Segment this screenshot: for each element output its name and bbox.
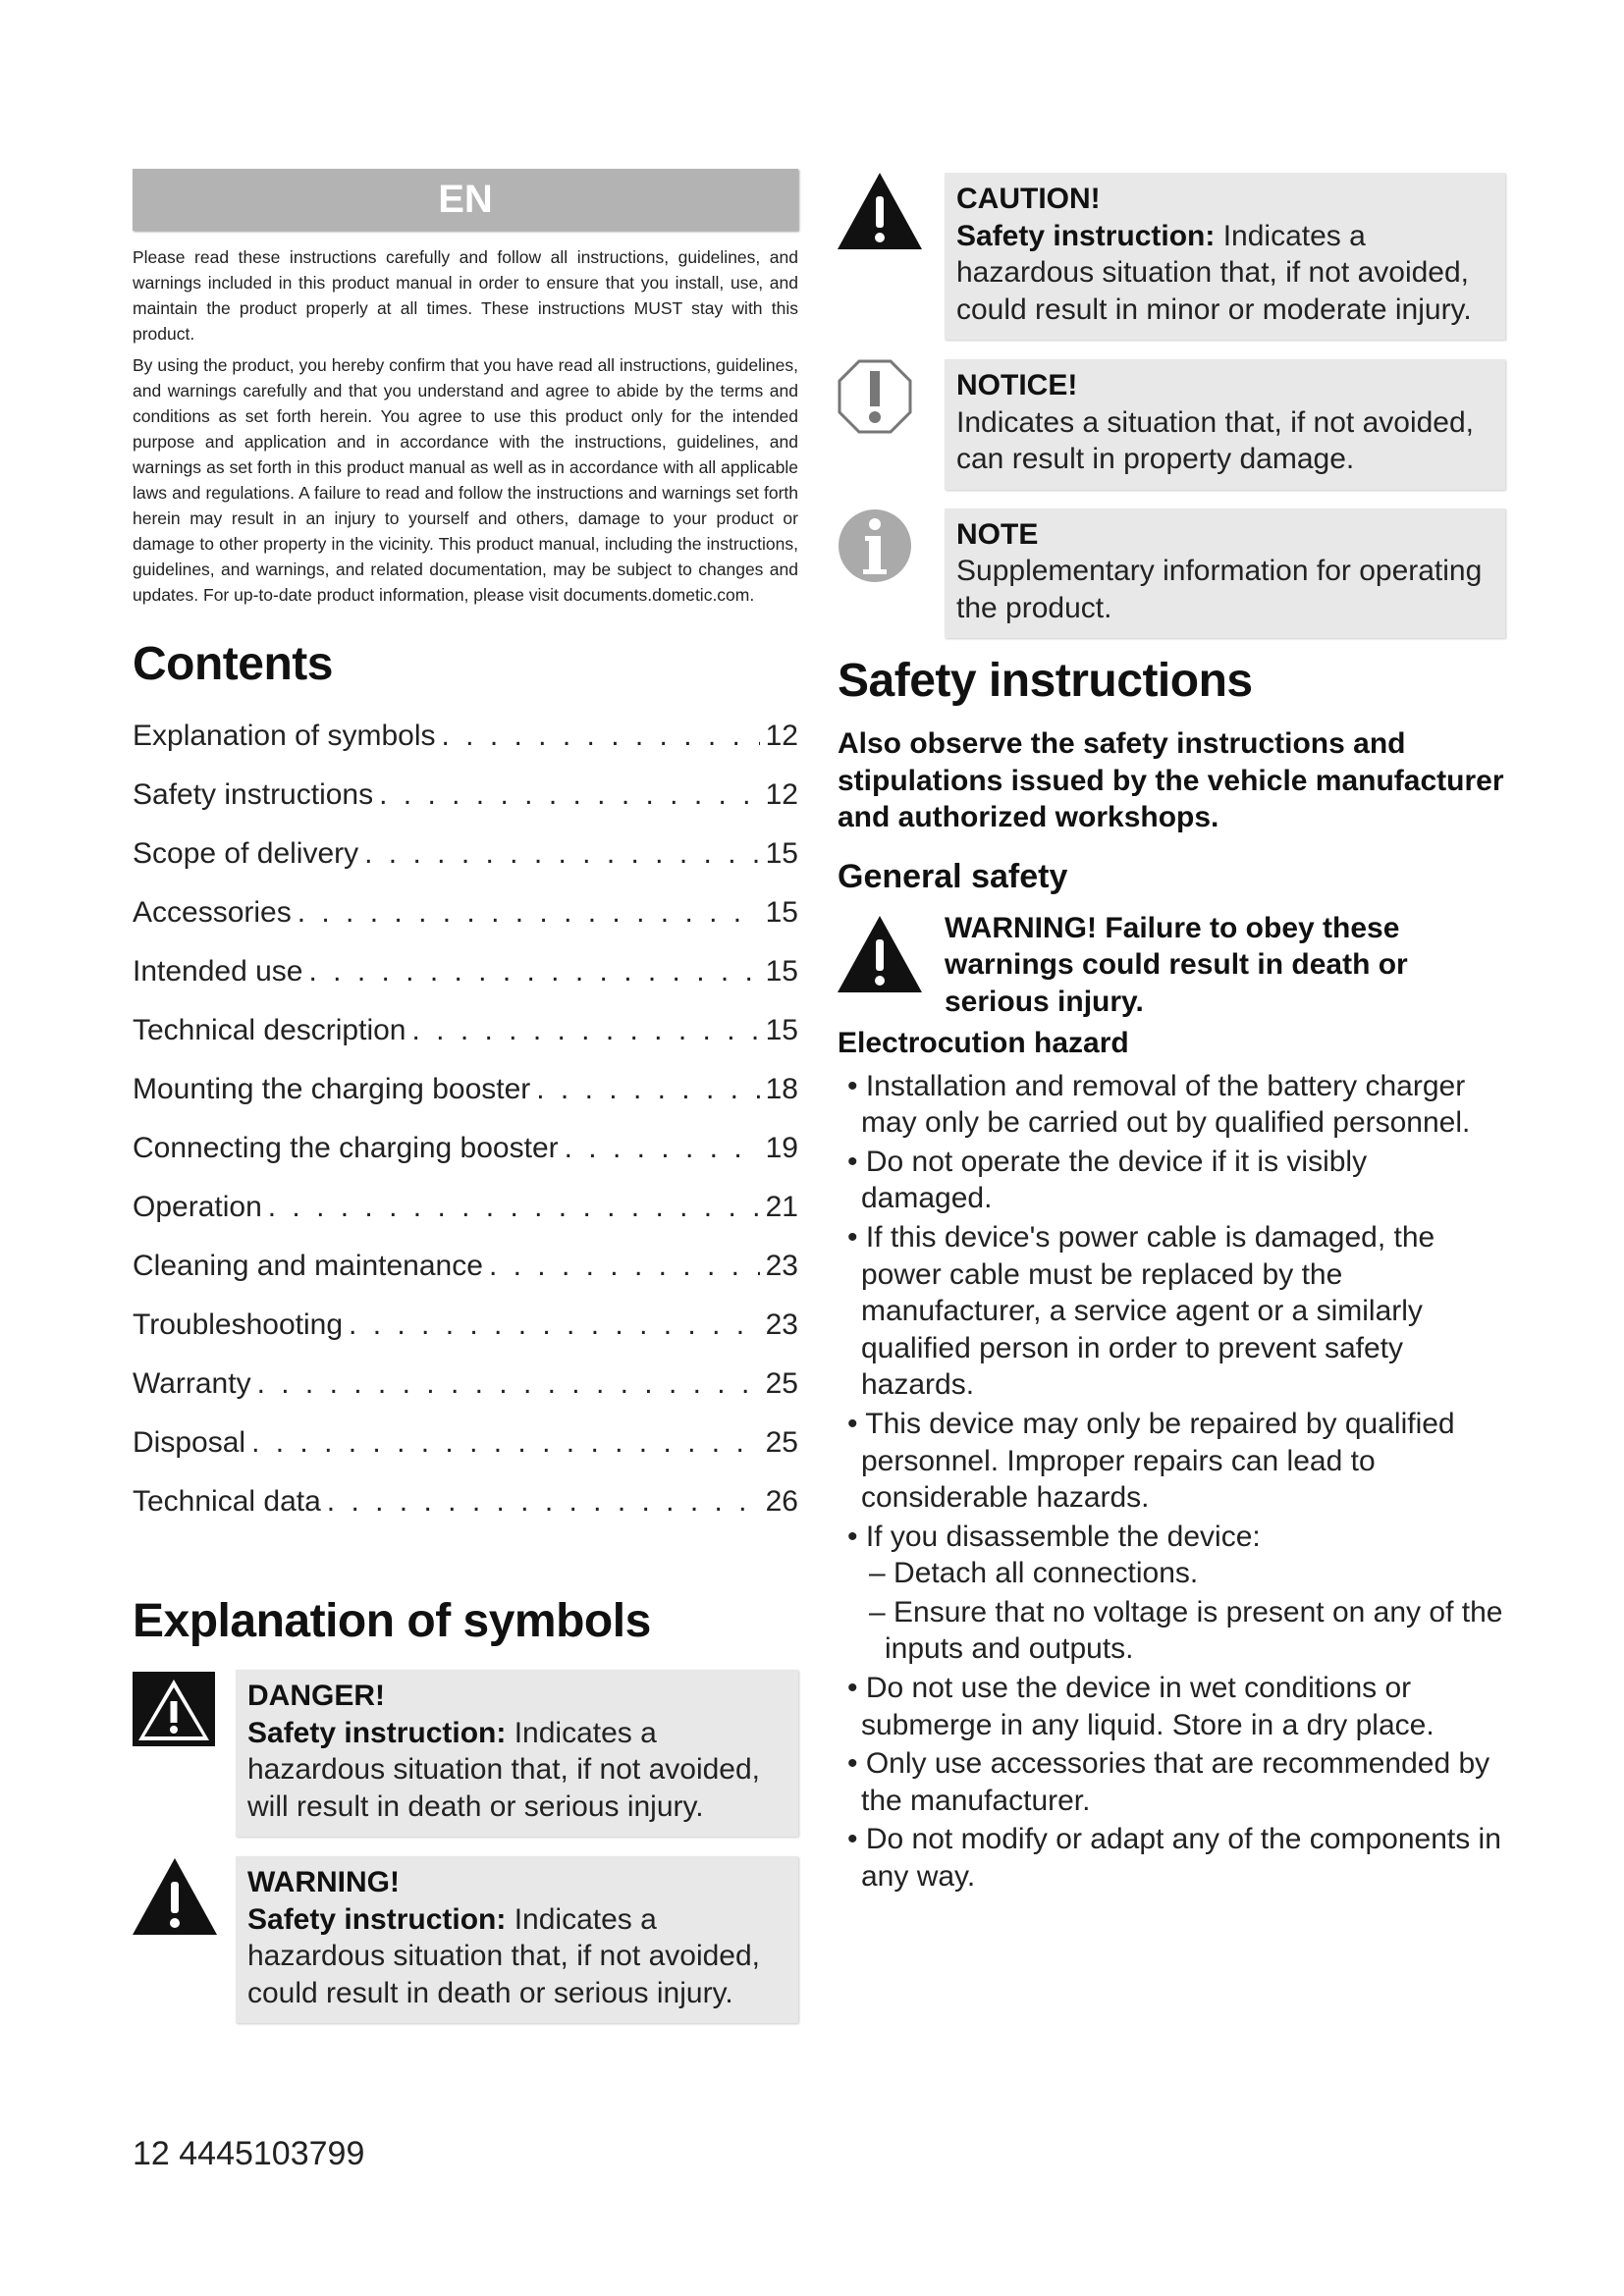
- toc-entry[interactable]: [133, 707, 798, 766]
- toc-label: Warranty: [133, 1367, 251, 1400]
- toc-leader: [349, 1296, 760, 1355]
- caution-heading: CAUTION!: [956, 183, 1101, 215]
- toc-entry[interactable]: [133, 825, 798, 883]
- toc-label: Scope of delivery: [133, 837, 359, 870]
- toc-page: 23: [765, 1308, 798, 1341]
- toc-page: 12: [765, 720, 798, 752]
- notice-text: Indicates a situation that, if not avoided, can result in property damage.: [956, 405, 1475, 475]
- list-item: • Do not operate the device if it is visibly damaged.: [838, 1144, 1505, 1217]
- toc-entry[interactable]: [133, 1060, 798, 1119]
- toc-label: Operation: [133, 1191, 262, 1223]
- safety-lead: Also observe the safety instructions and stipulations issued by the vehicle manufacturer and authorized workshops.: [838, 727, 1504, 834]
- left-column: [133, 169, 798, 2023]
- electrocution-title: Electrocution hazard: [838, 1026, 1129, 1059]
- danger-icon: [133, 1670, 236, 1837]
- toc-entry[interactable]: [133, 1355, 798, 1414]
- page-footer: 12 4445103799: [133, 2135, 365, 2172]
- warning-icon: [133, 1856, 236, 2023]
- toc-page: 25: [765, 1367, 798, 1400]
- general-warning-text: WARNING! Failure to obey these warnings could result in death or serious injury.: [945, 911, 1408, 1018]
- caution-block: [838, 173, 1505, 340]
- toc-leader: [298, 883, 760, 942]
- symbols-title: Explanation of symbols: [133, 1595, 651, 1647]
- caution-lead: Safety instruction:: [956, 219, 1216, 252]
- toc-page: 25: [765, 1426, 798, 1459]
- toc-entry[interactable]: [133, 1001, 798, 1060]
- toc-page: 15: [765, 837, 798, 870]
- toc-label: Accessories: [133, 896, 292, 929]
- toc-page: 18: [765, 1073, 798, 1105]
- note-text: Supplementary information for operating the product.: [956, 555, 1483, 624]
- warning-block: [133, 1856, 798, 2023]
- warning-icon: [838, 910, 945, 1021]
- intro-paragraph: Please read these instructions carefully and follow all instructions, guidelines, and warnings included in this product manual in order to ensure that you install, use, and maintain the product properly at all times. These instructions MUST stay with this product.: [133, 247, 798, 344]
- toc-leader: [327, 1472, 760, 1531]
- toc-entry[interactable]: [133, 1472, 798, 1531]
- general-warning: [838, 910, 1505, 1021]
- toc-leader: [257, 1355, 760, 1414]
- list-item: • Do not use the device in wet conditions or submerge in any liquid. Store in a dry place.: [838, 1670, 1505, 1743]
- toc-leader: [308, 942, 759, 1001]
- warning-heading: WARNING!: [247, 1866, 400, 1898]
- general-safety-title: General safety: [838, 857, 1068, 895]
- toc-label: Technical description: [133, 1014, 406, 1046]
- contents-title: Contents: [133, 638, 333, 690]
- toc-page: 15: [765, 955, 798, 988]
- toc-entry[interactable]: [133, 942, 798, 1001]
- toc-page: 26: [765, 1485, 798, 1518]
- warning-lead: Safety instruction:: [247, 1902, 507, 1936]
- toc-label: Troubleshooting: [133, 1308, 344, 1341]
- list-item: • If you disassemble the device:: [838, 1519, 1505, 1556]
- toc-label: Connecting the charging booster: [133, 1132, 559, 1164]
- table-of-contents: [133, 707, 798, 1531]
- warning-text: Indicates a hazardous situation that, if not avoided, could result in death or serious injury.: [247, 1902, 761, 2009]
- caution-icon: [838, 173, 945, 340]
- note-heading: NOTE: [956, 517, 1039, 551]
- safety-title: Safety instructions: [838, 655, 1253, 707]
- toc-page: 15: [765, 896, 798, 929]
- toc-page: 19: [765, 1132, 798, 1164]
- toc-leader: [379, 766, 760, 825]
- notice-heading: NOTICE!: [956, 369, 1078, 401]
- toc-page: 23: [765, 1250, 798, 1282]
- toc-label: Intended use: [133, 955, 303, 988]
- intro-paragraph: By using the product, you hereby confirm that you have read all instructions, guidelines, and warnings carefully and that you understand and agree to abide by the terms and conditions as set forth herein. You agree to use this product only for the intended purpose and application and in accordance with the instructions, guidelines, and warnings as set forth in this product manual as well as in accordance with all applicable laws and regulations. A failure to read and follow the instructions and warnings set forth herein may result in an injury to yourself and others, damage to your product or damage to other property in the vicinity. This product manual, including the instructions, guidelines, and warnings, and related documentation, may be subject to changes and updates. For up-to-date product information, please visit documents.dometic.com.: [133, 355, 798, 605]
- toc-page: 15: [765, 1014, 798, 1046]
- info-icon: [838, 508, 945, 639]
- toc-leader: [268, 1178, 760, 1237]
- list-item: • If this device's power cable is damaged, the power cable must be replaced by the manufacturer, a service agent or a similarly qualified person in order to prevent safety hazards.: [838, 1219, 1505, 1404]
- list-item: • This device may only be repaired by qualified personnel. Improper repairs can lead to considerable hazards.: [838, 1406, 1505, 1517]
- toc-entry[interactable]: [133, 1119, 798, 1178]
- danger-block: [133, 1670, 798, 1837]
- language-tab: EN: [133, 169, 798, 231]
- toc-entry[interactable]: [133, 1414, 798, 1472]
- toc-leader: [411, 1001, 759, 1060]
- toc-entry[interactable]: [133, 766, 798, 825]
- danger-text: Indicates a hazardous situation that, if not avoided, will result in death or serious injury.: [247, 1716, 761, 1823]
- danger-lead: Safety instruction:: [247, 1716, 507, 1749]
- toc-label: Mounting the charging booster: [133, 1073, 531, 1105]
- toc-label: Disposal: [133, 1426, 246, 1459]
- intro-text: [133, 244, 798, 608]
- notice-block: [838, 359, 1505, 490]
- toc-leader: [565, 1119, 760, 1178]
- sub-list-item: – Ensure that no voltage is present on any of the inputs and outputs.: [838, 1594, 1505, 1668]
- toc-label: Explanation of symbols: [133, 720, 436, 752]
- toc-entry[interactable]: [133, 1237, 798, 1296]
- caution-text: Indicates a hazardous situation that, if not avoided, could result in minor or moderate injury.: [956, 219, 1472, 326]
- toc-page: 12: [765, 778, 798, 811]
- toc-entry[interactable]: [133, 1178, 798, 1237]
- toc-entry[interactable]: [133, 883, 798, 942]
- safety-list: [838, 1068, 1505, 1896]
- note-block: [838, 508, 1505, 639]
- toc-label: Technical data: [133, 1485, 321, 1518]
- toc-leader: [442, 707, 760, 766]
- toc-label: Cleaning and maintenance: [133, 1250, 483, 1282]
- toc-page: 21: [765, 1191, 798, 1223]
- toc-leader: [489, 1237, 760, 1296]
- toc-entry[interactable]: [133, 1296, 798, 1355]
- sub-list-item: – Detach all connections.: [838, 1555, 1505, 1592]
- list-item: • Installation and removal of the battery charger may only be carried out by qualified personnel.: [838, 1068, 1505, 1142]
- list-item: • Do not modify or adapt any of the components in any way.: [838, 1821, 1505, 1895]
- right-column: [838, 173, 1505, 1897]
- notice-icon: [838, 359, 945, 490]
- toc-leader: [536, 1060, 759, 1119]
- list-item: • Only use accessories that are recommended by the manufacturer.: [838, 1745, 1505, 1819]
- danger-heading: DANGER!: [247, 1680, 385, 1712]
- toc-label: Safety instructions: [133, 778, 374, 811]
- toc-leader: [364, 825, 759, 883]
- toc-leader: [251, 1414, 760, 1472]
